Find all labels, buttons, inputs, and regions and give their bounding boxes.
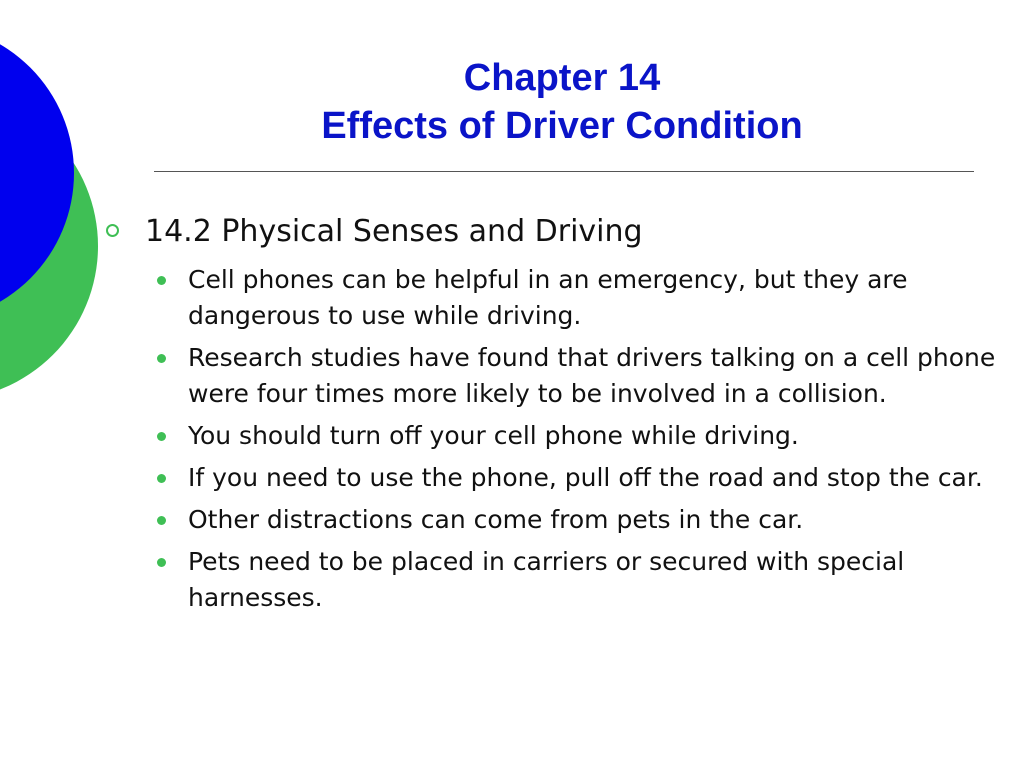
bullet-text-4: If you need to use the phone, pull off the road and stop the car. (188, 463, 983, 492)
bullet-text-3: You should turn off your cell phone while driving. (188, 421, 799, 450)
green-dot-bullet-icon (157, 474, 166, 483)
bullet-item-3 (154, 418, 1004, 454)
bullet-text-2: Research studies have found that drivers talking on a cell phone were four times more likely to be involved in a collision. (188, 343, 996, 408)
title-divider (154, 171, 974, 172)
section-heading-item (106, 212, 1006, 252)
green-dot-bullet-icon (157, 354, 166, 363)
bullet-item-2 (154, 340, 1004, 412)
section-heading: 14.2 Physical Senses and Driving (145, 214, 643, 249)
title-line-1: Chapter 14 (463, 57, 661, 99)
slide-title (150, 54, 974, 150)
title-line-2: Effects of Driver Condition (321, 105, 803, 147)
bullet-item-4 (154, 460, 1004, 496)
bullet-text-5: Other distractions can come from pets in the car. (188, 505, 804, 534)
green-dot-bullet-icon (157, 516, 166, 525)
green-dot-bullet-icon (157, 276, 166, 285)
bullet-list (154, 262, 1004, 622)
bullet-text-1: Cell phones can be helpful in an emergency, but they are dangerous to use while driving. (188, 265, 908, 330)
hollow-circle-bullet-icon (106, 224, 119, 237)
green-dot-bullet-icon (157, 432, 166, 441)
bullet-text-6: Pets need to be placed in carriers or secured with special harnesses. (188, 547, 905, 612)
green-dot-bullet-icon (157, 558, 166, 567)
bullet-item-1 (154, 262, 1004, 334)
bullet-item-6 (154, 544, 1004, 616)
bullet-item-5 (154, 502, 1004, 538)
